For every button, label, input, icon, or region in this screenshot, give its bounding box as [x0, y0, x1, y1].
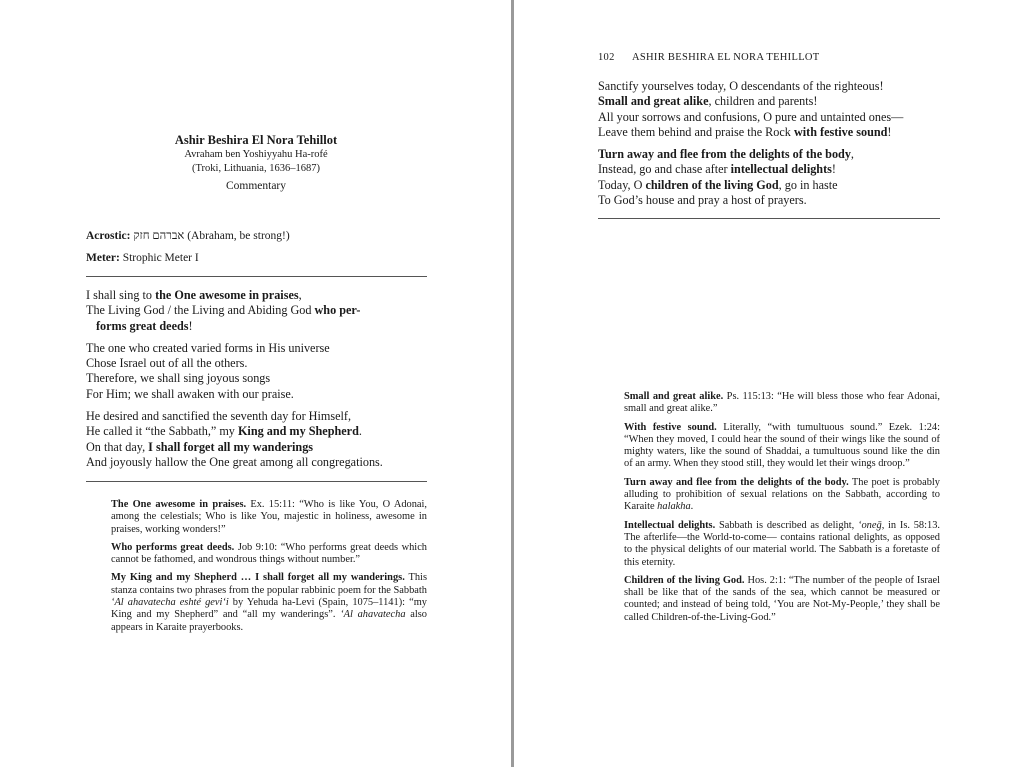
poem-line: Leave them behind and praise the Rock with festive sound! [598, 124, 892, 139]
meter-label: Meter: [86, 252, 120, 264]
note-item: With festive sound. Literally, “with tumultuous sound.” Ezek. 1:24: “When they moved, I could hear the sound of their wings like the sound of mighty waters, like the sound of Shaddai, a tumultuous sound like the din of an army. When they stood still, they would let their wings droop.” [624, 421, 941, 470]
meter-value: Strophic Meter I [122, 252, 199, 264]
acrostic-gloss: (Abraham, be strong!) [187, 230, 290, 242]
poem-line: Sanctify yourselves today, O descendants of the righteous! [598, 79, 884, 93]
poem-left [86, 288, 431, 477]
acrostic-hebrew: אברהם חזק [133, 230, 185, 242]
stanza-5 [598, 147, 948, 208]
poem-title: Ashir Beshira El Nora Tehillot [174, 133, 338, 147]
poem-line: The one who created varied forms in His universe [86, 340, 330, 355]
note-item: My King and my Shepherd … I shall forget all my wanderings. This stanza contains two phrases from the popular rabbinic poem for the Sabbath ‘Al ahavatecha eshté gevi‘i by Yehuda ha-Levi (Spain, 1075–1141): “my King and my Shepherd” and “all my wanderings”. ‘Al ahavatecha also appears in Karaite prayerbooks. [111, 572, 427, 633]
poem-line: He desired and sanctified the seventh day for Himself, [86, 409, 351, 424]
poem-line: Chose Israel out of all the others. [86, 356, 248, 371]
title-block [86, 132, 426, 194]
note-item: Children of the living God. Hos. 2:1: “The number of the people of Israel shall be like that of the sands of the sea, which cannot be measured or counted; and instead of being told, ‘You are Not-My-People,’ they shall be called Children-of-the-Living-God.” [624, 574, 941, 623]
meter-line [86, 251, 426, 266]
poem-line: He called it “the Sabbath,” my King and my Shepherd. [86, 424, 362, 439]
poem-line: Small and great alike, children and parents! [598, 94, 818, 109]
note-item: Intellectual delights. Sabbath is described as delight, ‘oneḡ, in Is. 58:13. The afterlife—the World-to-come— contains rational delights, as opposed to the physical delights of our material world. The Sabbath is a foretaste of this eternity. [624, 519, 940, 568]
notes-right [624, 391, 940, 630]
poem-line: Today, O children of the living God, go in haste [598, 177, 838, 192]
note-item: Who performs great deeds. Job 9:10: “Who performs great deeds which cannot be fathomed, and wondrous things without number.” [111, 541, 428, 566]
origin-line: (Troki, Lithuania, 1636–1687) [192, 163, 320, 174]
poem-line: For Him; we shall awaken with our praise. [86, 386, 294, 401]
poem-line: To God’s house and pray a host of prayers. [598, 193, 807, 208]
stanza-4 [598, 79, 948, 140]
stanza-1 [86, 288, 431, 334]
note-item: Turn away and flee from the delights of the body. The poet is probably alluding to prohibition of sexual relations on the Sabbath, according to Karaite halakha. [624, 476, 940, 513]
notes-rule [86, 481, 427, 482]
stanza-2 [86, 341, 431, 402]
poem-line: And joyously hallow the One great among all congregations. [86, 454, 383, 469]
note-item: Small and great alike. Ps. 115:13: “He will bless those who fear Adonai, small and great alike.” [624, 391, 941, 415]
running-head-title: ASHIR BESHIRA EL NORA TEHILLOT [632, 52, 820, 63]
note-item: The One awesome in praises. Ex. 15:11: “Who is like You, O Adonai, among the celestials; Who is like You, majestic in holiness, awesome in praises, working wonders!” [111, 499, 427, 535]
acrostic-line [86, 229, 426, 244]
poem-line-continuation: forms great deeds! [96, 318, 193, 333]
header-rule [86, 276, 427, 277]
left-page [0, 0, 511, 767]
poem-line: I shall sing to the One awesome in praises, [86, 288, 302, 302]
right-page [514, 0, 1024, 767]
poem-line: Turn away and flee from the delights of the body, [598, 147, 854, 162]
notes-left [111, 499, 427, 640]
author-line: Avraham ben Yoshiyyahu Ha-rofé [184, 149, 328, 160]
poem-line: The Living God / the Living and Abiding God who per- [86, 303, 361, 318]
poem-line: On that day, I shall forget all my wanderings [86, 439, 314, 454]
page-number: 102 [598, 52, 615, 63]
stanza-3 [86, 409, 431, 470]
section-heading: Commentary [225, 180, 287, 192]
poem-line: All your sorrows and confusions, O pure and untainted ones— [598, 109, 904, 124]
poem-line: Therefore, we shall sing joyous songs [86, 371, 271, 386]
poem-line: Instead, go and chase after intellectual delights! [598, 162, 836, 177]
acrostic-label: Acrostic: [86, 230, 131, 242]
poem-end-rule [598, 218, 940, 219]
poem-right [598, 79, 948, 215]
running-head [598, 52, 940, 63]
